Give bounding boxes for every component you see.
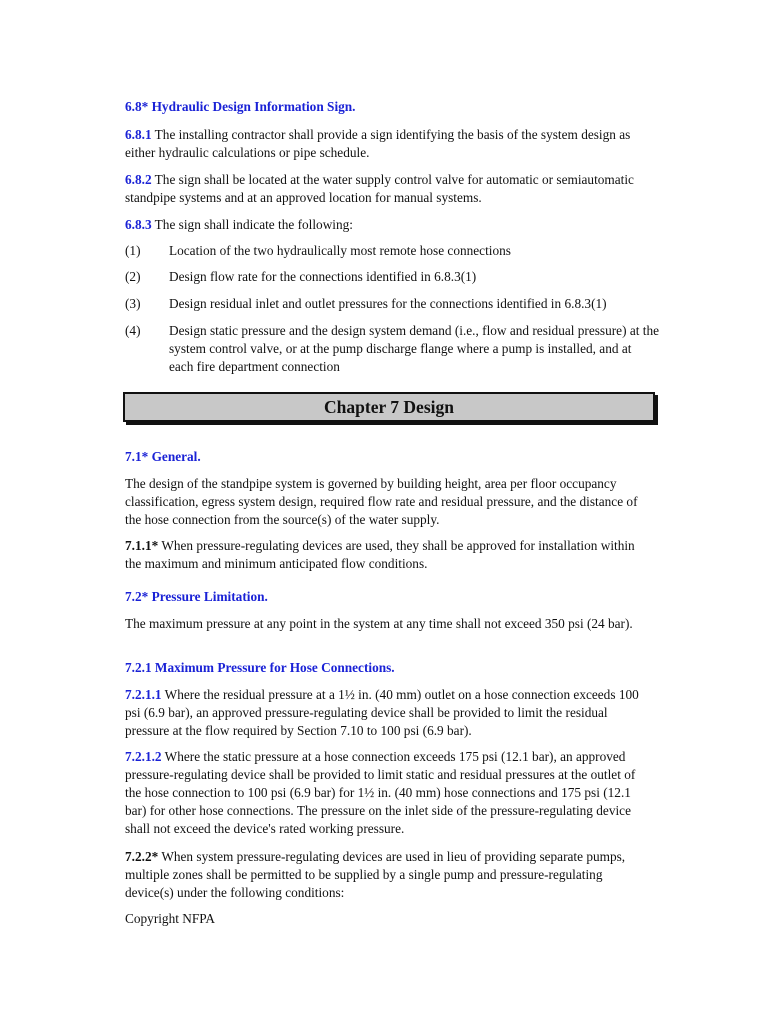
chapter-banner: [123, 392, 655, 422]
copyright-footer: Copyright NFPA: [125, 911, 216, 926]
section-6-8-heading: 6.8* Hydraulic Design Information Sign.: [125, 99, 356, 114]
list-text: Design residual inlet and outlet pressures for the connections identified in 6.8.3(1): [169, 296, 607, 311]
list-text: Design flow rate for the connections identified in 6.8.3(1): [169, 269, 477, 284]
chapter-title: Chapter 7 Design: [324, 397, 454, 417]
section-7-2-1-heading: 7.2.1 Maximum Pressure for Hose Connections.: [125, 660, 395, 675]
section-number: 7.1.1*: [125, 538, 159, 553]
paragraph-text: When pressure-regulating devices are used, they shall be approved for installation within the maximum and minimum anticipated flow conditions.: [125, 538, 635, 571]
paragraph-text: When system pressure-regulating devices are used in lieu of providing separate pumps, multiple zones shall be permitted to be supplied by a single pump and pressure-regulating device(s) under the following conditions:: [125, 849, 626, 900]
paragraph-6-8-3: [125, 216, 645, 234]
section-number: 7.2.1.2: [125, 749, 162, 764]
section-7-1-heading: 7.1* General.: [125, 449, 201, 464]
paragraph-text: The installing contractor shall provide a sign identifying the basis of the system design as either hydraulic calculations or pipe schedule.: [125, 127, 631, 160]
section-7-2-heading: 7.2* Pressure Limitation.: [125, 589, 268, 604]
paragraph-text: Where the residual pressure at a 1½ in. (40 mm) outlet on a hose connection exceeds 100 psi (6.9 bar), an approved pressure-regulating device shall be provided to limit the residual pressure at the flow required by Section 7.10 to 100 psi (6.9 bar).: [125, 687, 639, 738]
section-number: 7.2.1.1: [125, 687, 162, 702]
section-number: 7.2.2*: [125, 849, 159, 864]
list-number: (3): [125, 296, 141, 311]
paragraph-7-2-1-2: [125, 748, 645, 838]
paragraph-7-2: The maximum pressure at any point in the system at any time shall not exceed 350 psi (24 bar).: [125, 616, 633, 631]
section-number: 6.8.1: [125, 127, 152, 142]
paragraph-7-1-1: [125, 537, 645, 573]
section-number: 6.8.3: [125, 217, 152, 232]
list-text: Design static pressure and the design system demand (i.e., flow and residual pressure) at the system control valve, or at the pump discharge flange where a pump is installed, and at each fire department connection: [169, 323, 659, 374]
paragraph-text: The sign shall indicate the following:: [151, 217, 353, 232]
section-number: 6.8.2: [125, 172, 152, 187]
paragraph-7-2-1-1: [125, 686, 645, 740]
list-number: (1): [125, 243, 141, 258]
paragraph-text: The sign shall be located at the water supply control valve for automatic or semiautomatic standpipe systems and at an approved location for manual systems.: [125, 172, 634, 205]
paragraph-6-8-2: [125, 171, 645, 207]
list-number: (4): [125, 323, 141, 338]
paragraph-7-1: The design of the standpipe system is governed by building height, area per floor occupancy classification, egress system design, required flow rate and residual pressure, and the distance of the hose connection from the source(s) of the water supply.: [125, 476, 638, 527]
paragraph-6-8-1: [125, 126, 645, 162]
list-text: Location of the two hydraulically most remote hose connections: [169, 243, 511, 258]
paragraph-7-2-2: [125, 848, 645, 902]
paragraph-text: Where the static pressure at a hose connection exceeds 175 psi (12.1 bar), an approved pressure-regulating device shall be provided to limit static and residual pressures at the outlet of the hose connection to 100 psi (6.9 bar) for 1½ in. (40 mm) hose connections and 175 psi (12.1 bar) for other hose connections. The pressure on the inlet side of the pressure-regulating device shall not exceed the device's rated working pressure.: [125, 749, 636, 836]
list-number: (2): [125, 269, 141, 284]
